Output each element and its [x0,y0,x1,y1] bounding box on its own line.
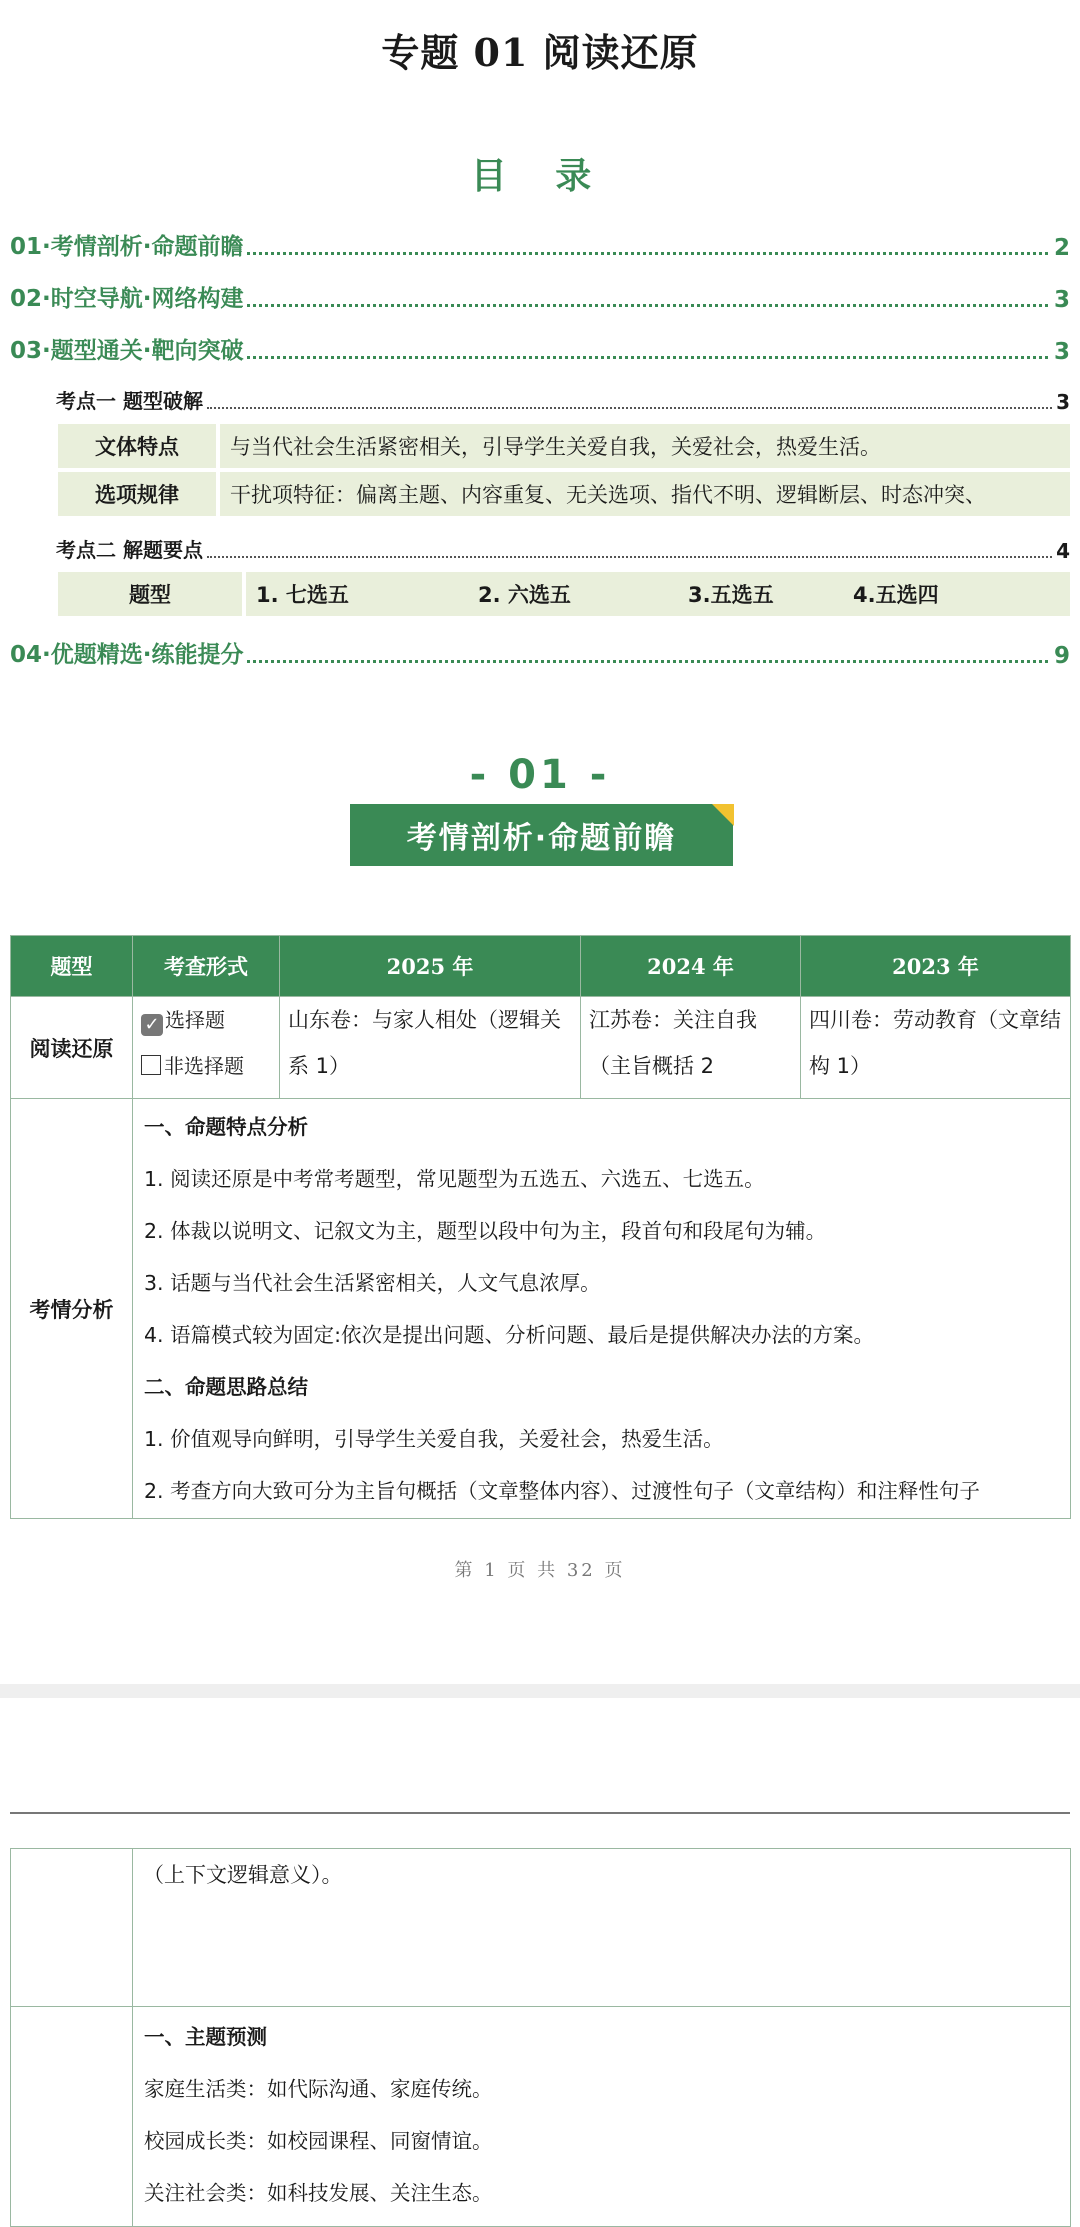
toc-leader [247,356,1048,359]
toc-point-label: 考点一 题型破解 [56,389,203,413]
question-type-item: 3.五选五 [688,583,774,607]
toc-grid-row [58,572,1070,616]
prediction-heading: 一、主题预测 [144,2025,267,2049]
analysis-line: 3. 话题与当代社会生活紧密相关，人文气息浓厚。 [144,1271,601,1295]
section-banner: 考情剖析·命题前瞻 [350,804,733,866]
analysis-line: 2. 体裁以说明文、记叙文为主，题型以段中句为主，段首句和段尾句为辅。 [144,1219,827,1243]
toc-point-1[interactable] [56,385,1070,414]
page-footer: 第 1 页 共 32 页 [454,1560,626,1581]
section-number: - 01 - [469,752,611,798]
table-row [11,1099,1071,1519]
prediction-line: 家庭生活类：如代际沟通、家庭传统。 [144,2077,493,2101]
header-cell: 2025 年 [280,936,581,997]
header-cell: 题型 [11,936,133,997]
toc-item-3[interactable] [10,332,1070,365]
continued-table [10,1848,1071,2227]
table-row [11,2007,1071,2227]
toc-item-page: 9 [1053,643,1070,669]
grid-items [246,572,1070,616]
toc-point-2[interactable] [56,534,1070,563]
toc-leader [247,252,1048,255]
grid-text: 干扰项特征：偏离主题、内容重复、无关选项、指代不明、逻辑断层、时态冲突、 [220,472,1070,516]
analysis-heading: 二、命题思路总结 [144,1375,308,1399]
toc-item-page: 3 [1053,287,1070,313]
toc-point-page: 4 [1056,539,1070,563]
prediction-line: 校园成长类：如校园课程、同窗情谊。 [144,2129,493,2153]
toc-leader [207,556,1052,558]
year-2024-cell: 江苏卷：关注自我（主旨概括 2 [581,997,801,1099]
toc-leader [207,407,1052,409]
table-row [11,1849,1071,2007]
analysis-line: 2. 考查方向大致可分为主旨句概括（文章整体内容）、过渡性句子（文章结构）和注释性句子 [144,1479,980,1503]
empty-cell [11,2007,133,2227]
banner-corner-decoration [712,804,734,826]
prediction-line: 关注社会类：如科技发展、关注生态。 [144,2181,493,2205]
header-cell: 2024 年 [581,936,801,997]
page-break [0,1684,1080,1698]
toc-item-page: 3 [1053,339,1070,365]
toc-item-label: 03·题型通关·靶向突破 [10,338,244,364]
checkbox-empty-icon [141,1055,161,1075]
checkbox-checked-icon: ✓ [141,1014,163,1036]
empty-cell [11,1849,133,2007]
page-title: 专题 01 阅读还原 [381,30,699,75]
header-cell: 考查形式 [133,936,280,997]
toc-grid-row [58,424,1070,468]
toc-point-page: 3 [1056,390,1070,414]
analysis-line: 4. 语篇模式较为固定:依次是提出问题、分析问题、最后是提供解决办法的方案。 [144,1323,874,1347]
toc-item-label: 01·考情剖析·命题前瞻 [10,234,244,260]
toc-item-label: 04·优题精选·练能提分 [10,642,244,668]
toc-item-page: 2 [1053,235,1070,261]
form-cell [133,997,280,1099]
year-2023-cell: 四川卷：劳动教育（文章结构 1） [801,997,1071,1099]
unchecked-option: 非选择题 [141,1043,279,1089]
analysis-line: 1. 阅读还原是中考常考题型，常见题型为五选五、六选五、七选五。 [144,1167,765,1191]
continued-text: （上下文逻辑意义）。 [133,1849,1071,2007]
toc-item-label: 02·时空导航·网络构建 [10,286,244,312]
toc-item-2[interactable] [10,280,1070,313]
toc-point2-grid [58,572,1070,616]
row-type-cell: 阅读还原 [11,997,133,1099]
analysis-heading: 一、命题特点分析 [144,1115,308,1139]
analysis-line: 1. 价值观导向鲜明，引导学生关爱自我，关爱社会，热爱生活。 [144,1427,724,1451]
table-row [11,997,1071,1099]
toc-grid-row [58,472,1070,516]
toc-point-label: 考点二 解题要点 [56,538,203,562]
toc-heading: 目 录 [470,156,610,197]
toc-item-1[interactable] [10,228,1070,261]
grid-text: 与当代社会生活紧密相关，引导学生关爱自我，关爱社会，热爱生活。 [220,424,1070,468]
analysis-content [133,1099,1071,1519]
question-type-item: 4.五选四 [853,583,939,607]
exam-analysis-table [10,935,1071,1519]
grid-head: 文体特点 [58,424,216,468]
toc-item-4[interactable] [10,636,1070,669]
toc-point1-grid [58,424,1070,516]
checked-option: ✓ 选择题 [141,997,279,1043]
header-cell: 2023 年 [801,936,1071,997]
page-header-rule [10,1812,1070,1814]
question-type-item: 1. 七选五 [256,583,349,607]
row-analysis-head: 考情分析 [11,1099,133,1519]
prediction-content [133,2007,1071,2227]
grid-head: 选项规律 [58,472,216,516]
grid-head: 题型 [58,572,242,616]
year-2025-cell: 山东卷：与家人相处（逻辑关系 1） [280,997,581,1099]
question-type-item: 2. 六选五 [478,583,571,607]
toc-leader [247,660,1048,663]
table-header-row [11,936,1071,997]
toc-leader [247,304,1048,307]
